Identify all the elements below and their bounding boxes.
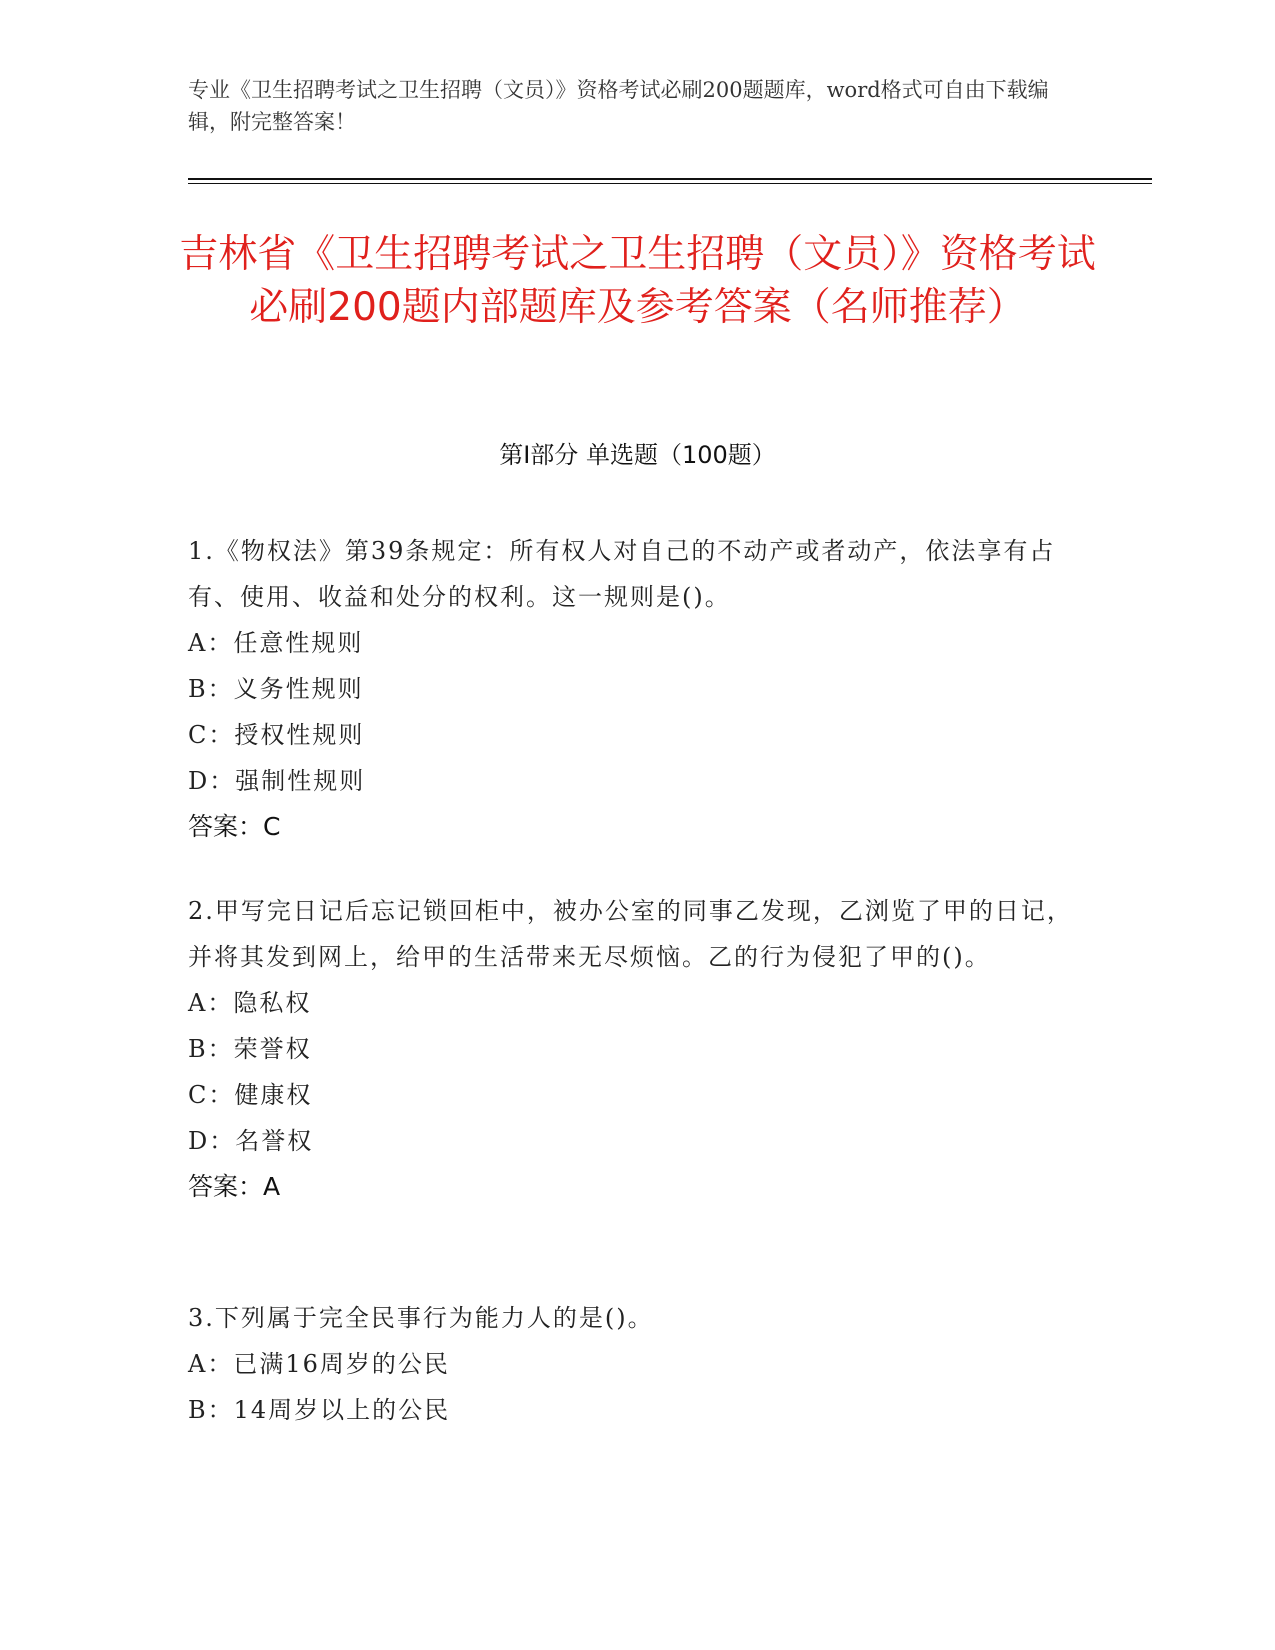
question-2 (188, 888, 1078, 1210)
header-note: 专业《卫生招聘考试之卫生招聘（文员）》资格考试必刷200题题库，word格式可自由下载编辑，附完整答案！ (188, 78, 1049, 134)
answer: 答案：A (188, 1172, 281, 1201)
document-title: 吉林省《卫生招聘考试之卫生招聘（文员）》资格考试必刷200题内部题库及参考答案（名师推荐） (179, 232, 1096, 330)
header-divider-thick (188, 178, 1152, 180)
section-heading: 第I部分 单选题（100题） (499, 441, 776, 469)
question-3 (188, 1295, 1078, 1433)
option-a: A：已满16周岁的公民 (188, 1350, 450, 1378)
option-d: D：名誉权 (188, 1127, 314, 1155)
option-b: B：14周岁以上的公民 (188, 1396, 451, 1424)
option-c: C：健康权 (188, 1081, 313, 1109)
option-d: D：强制性规则 (188, 767, 366, 795)
question-stem: 3.下列属于完全民事行为能力人的是()。 (188, 1304, 654, 1332)
option-a: A：任意性规则 (188, 629, 364, 657)
option-b: B：义务性规则 (188, 675, 364, 703)
option-a: A：隐私权 (188, 989, 312, 1017)
answer: 答案：C (188, 812, 281, 841)
question-1 (188, 528, 1078, 850)
question-stem: 2.甲写完日记后忘记锁回柜中，被办公室的同事乙发现，乙浏览了甲的日记，并将其发到网上，给甲的生活带来无尽烦恼。乙的行为侵犯了甲的()。 (188, 897, 1073, 971)
option-b: B：荣誉权 (188, 1035, 312, 1063)
question-stem: 1.《物权法》第39条规定：所有权人对自己的不动产或者动产，依法享有占有、使用、收益和处分的权利。这一规则是()。 (188, 537, 1056, 611)
option-c: C：授权性规则 (188, 721, 365, 749)
header-divider-thin (188, 183, 1152, 184)
